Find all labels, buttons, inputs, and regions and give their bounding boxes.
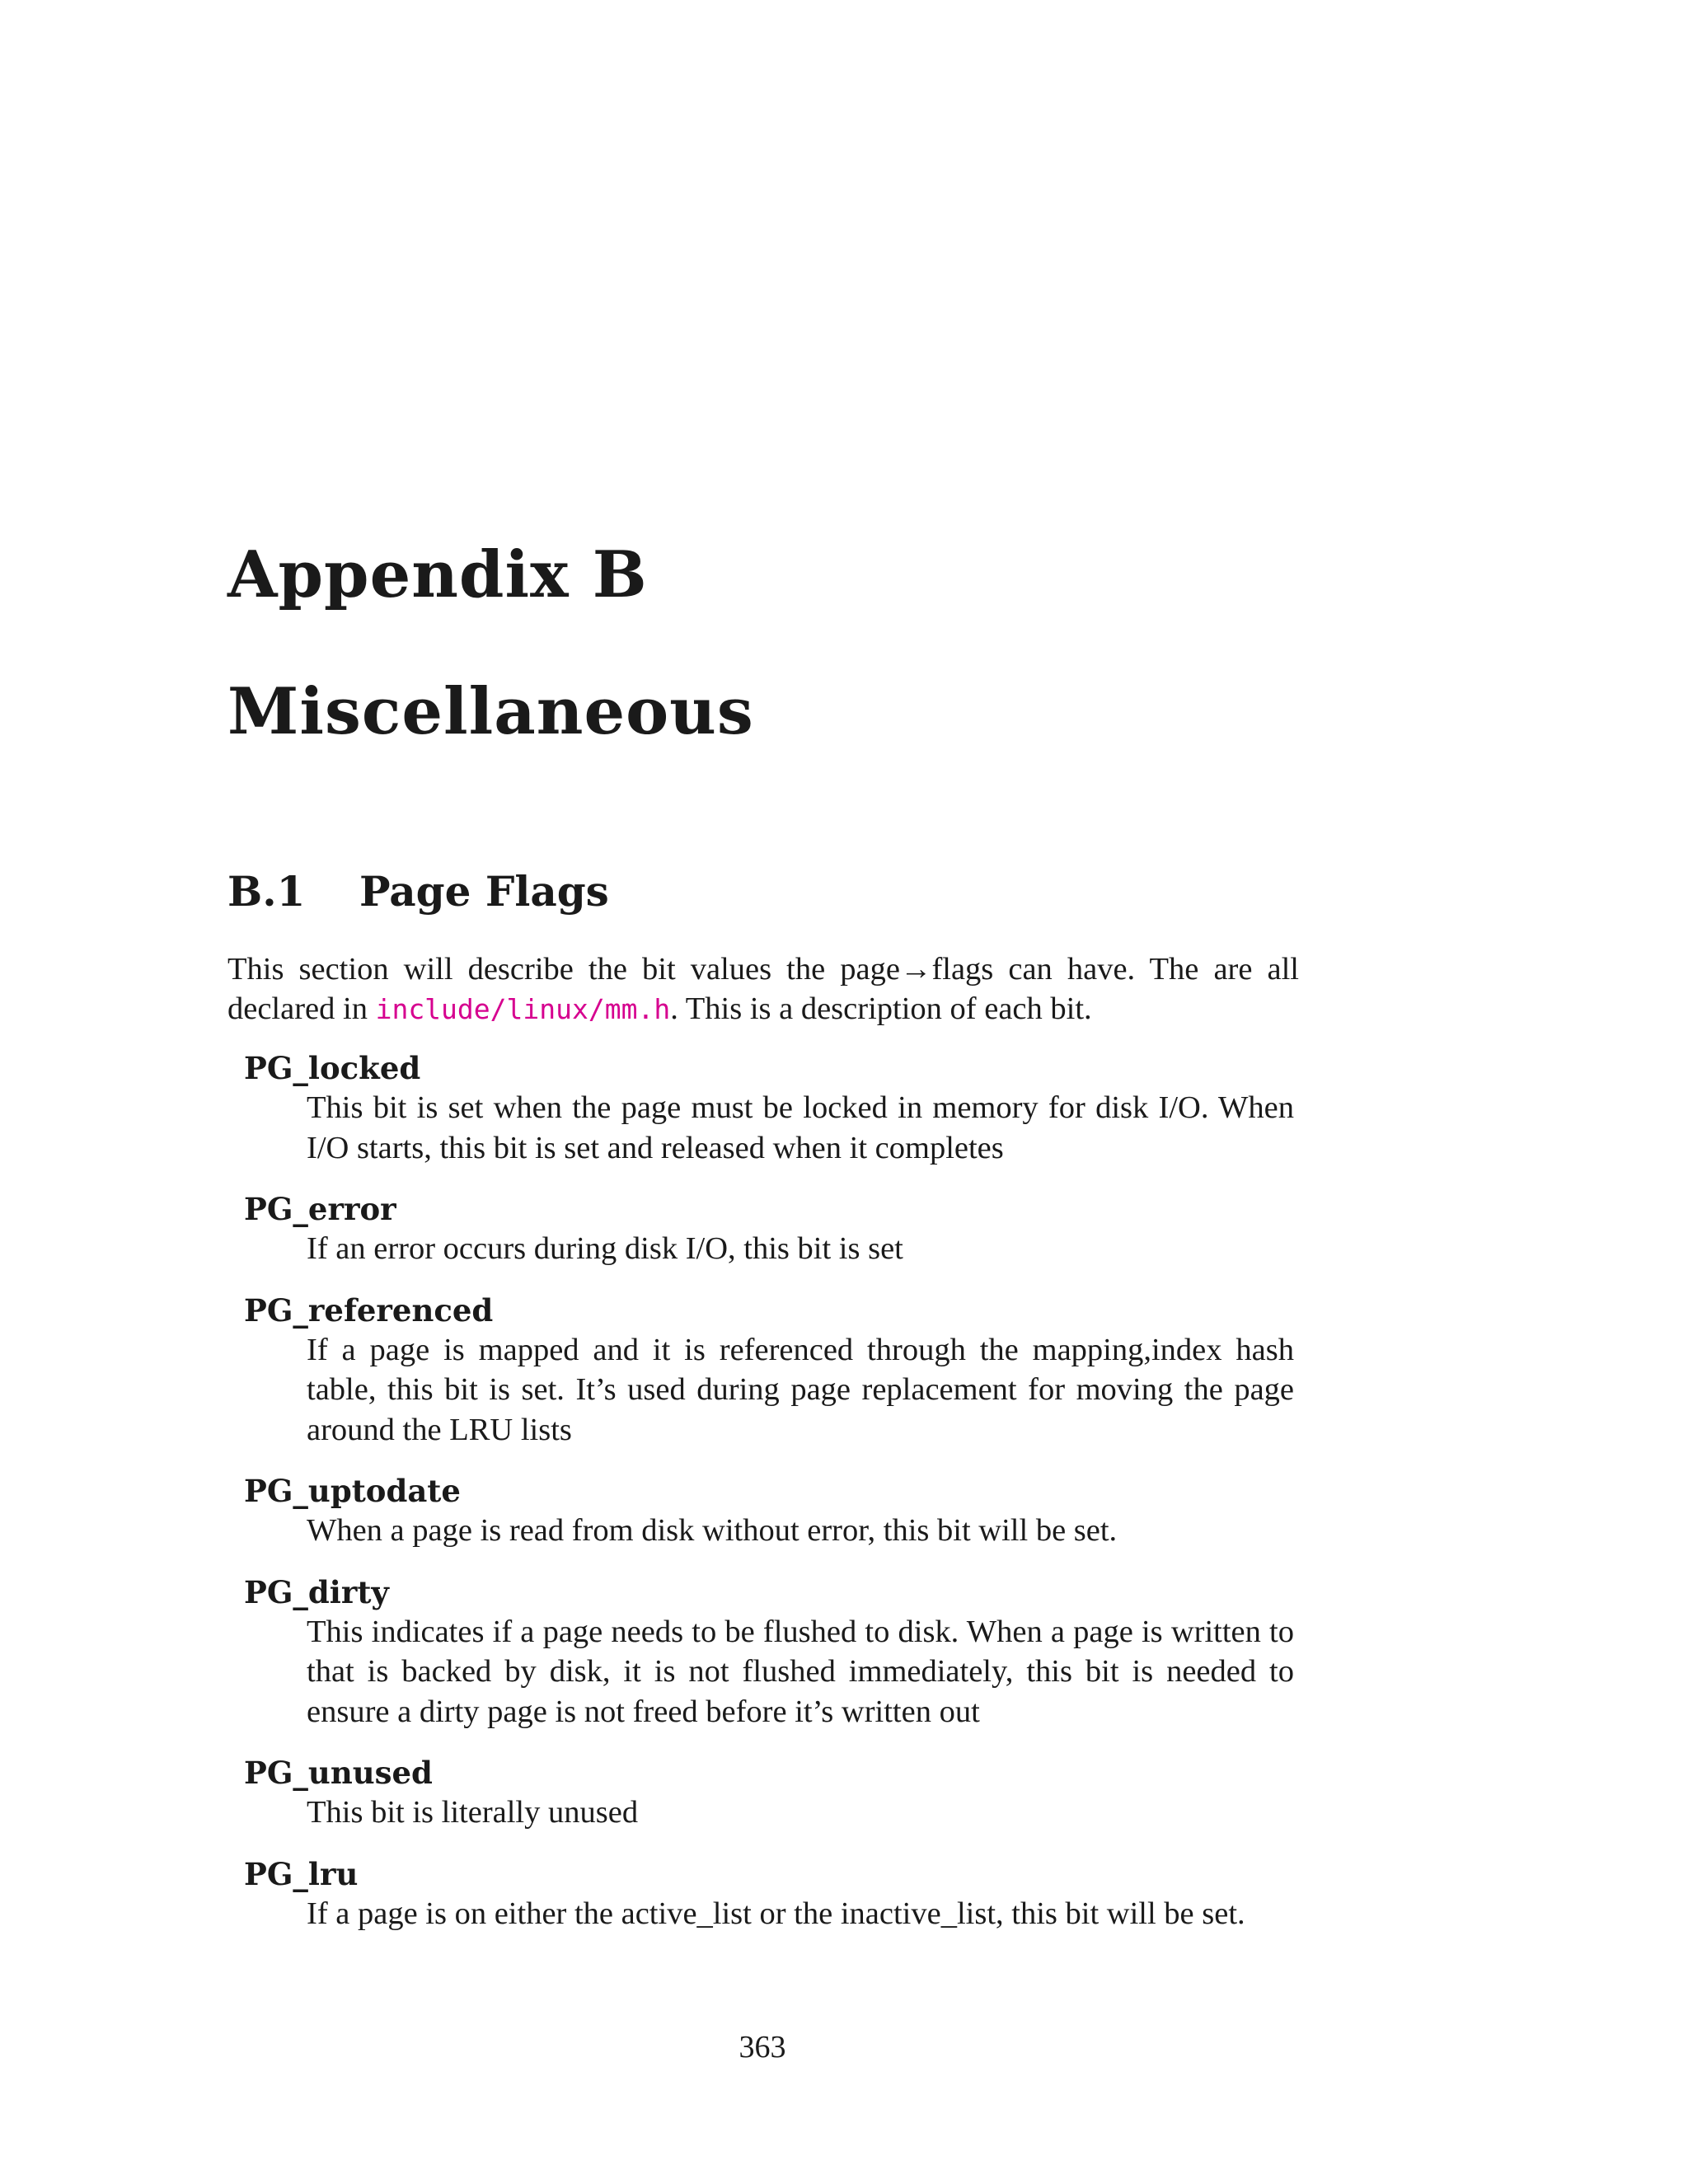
flag-item-pg-dirty (244, 1572, 1299, 1732)
flag-term: PG_lru (244, 1855, 359, 1892)
flag-description: If a page is on either the active_list or the inactive_list, this bit will be set. (307, 1896, 1245, 1931)
flag-item-pg-locked (244, 1048, 1299, 1168)
section-number: B.1 (227, 867, 306, 916)
section-heading (227, 867, 609, 916)
section-title: Page Flags (359, 867, 609, 916)
flag-term: PG_dirty (244, 1573, 389, 1610)
flag-description: This indicates if a page needs to be flushed to disk. When a page is written to that is backed by disk, it is not flushed immediately, this bit is needed to ensure a dirty page is not freed before it’s written out (307, 1614, 1294, 1729)
appendix-title: Miscellaneous (227, 674, 754, 749)
flag-item-pg-error (244, 1189, 1299, 1269)
flag-description: This bit is literally unused (307, 1795, 639, 1830)
page-flag-list (244, 1048, 1299, 1955)
flag-item-pg-referenced (244, 1291, 1299, 1451)
flag-description: If a page is mapped and it is referenced through the mapping,index hash table, this bit is set. It’s used during page replacement for moving the page around the LRU lists (307, 1332, 1294, 1447)
flag-term: PG_uptodate (244, 1473, 461, 1509)
header-file-path: include/linux/mm.h (375, 993, 671, 1025)
page-number: 363 (738, 2030, 786, 2064)
flag-term: PG_unused (244, 1755, 433, 1791)
flag-description: This bit is set when the page must be locked in memory for disk I/O. When I/O starts, this bit is set and released when it completes (307, 1090, 1294, 1165)
flag-term: PG_locked (244, 1050, 421, 1086)
intro-text-before: This section will describe the bit values the page→flags can have. The are all declared in (227, 952, 1299, 1026)
flag-item-pg-lru (244, 1854, 1299, 1934)
intro-paragraph (227, 949, 1299, 1029)
appendix-label: Appendix B (227, 537, 648, 612)
flag-item-pg-uptodate (244, 1471, 1299, 1551)
flag-description: When a page is read from disk without error, this bit will be set. (307, 1513, 1118, 1548)
flag-description: If an error occurs during disk I/O, this bit is set (307, 1231, 903, 1266)
intro-text-after: . This is a description of each bit. (670, 991, 1092, 1026)
flag-term: PG_referenced (244, 1291, 494, 1329)
flag-item-pg-unused (244, 1753, 1299, 1833)
flag-term: PG_error (244, 1191, 396, 1227)
